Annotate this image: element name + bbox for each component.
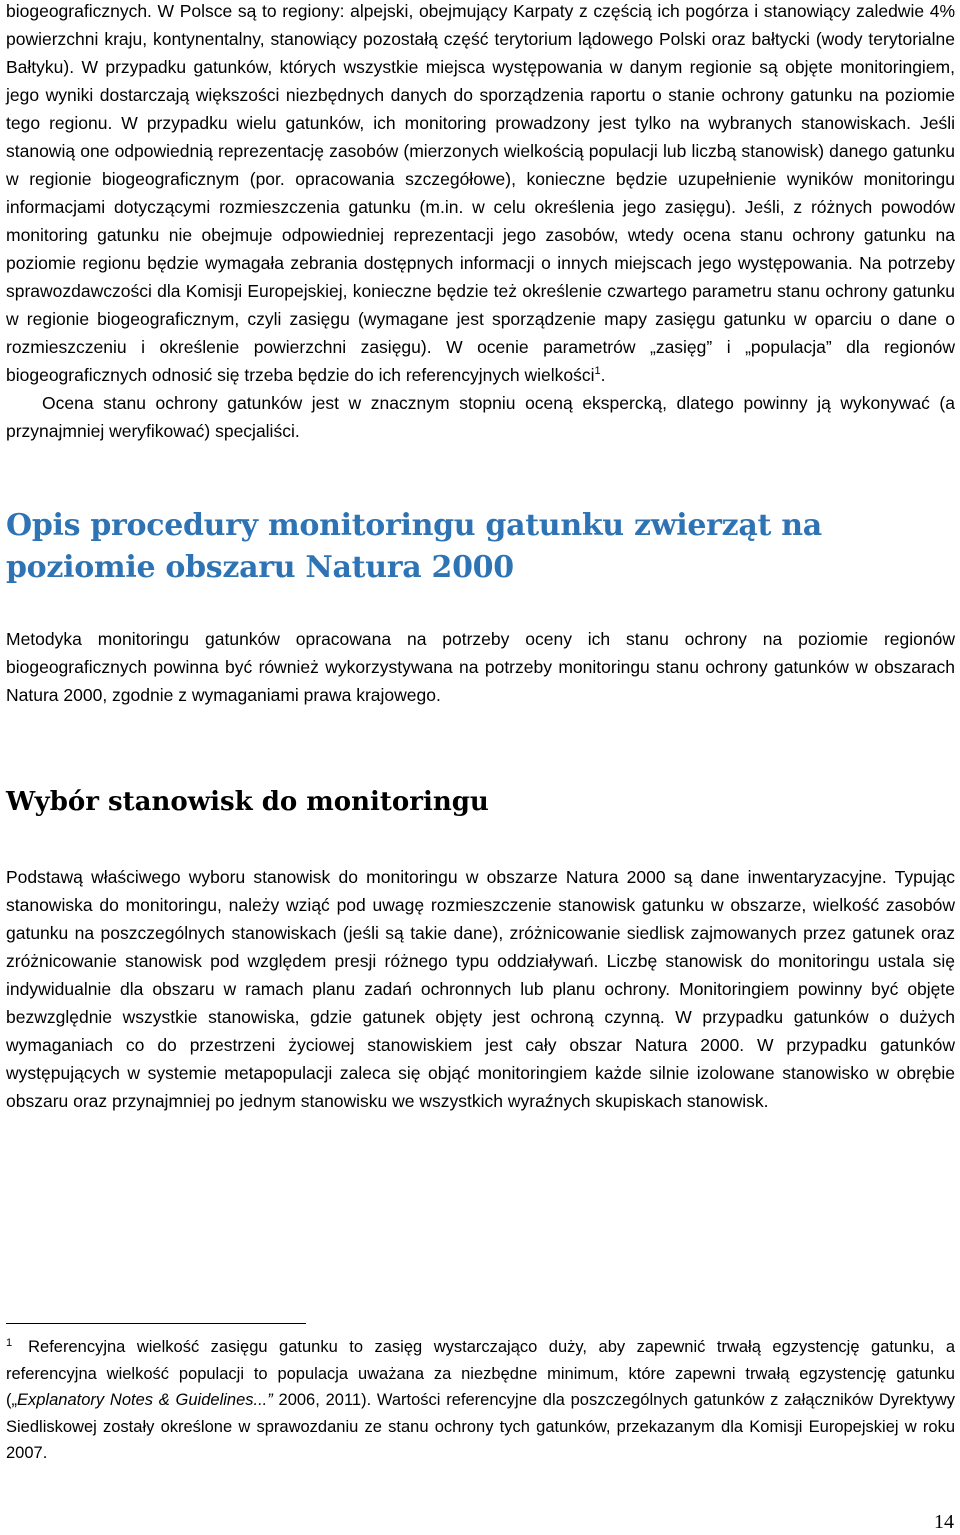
document-page <box>6 0 955 1115</box>
footnote-citation-title: Explanatory Notes & Guidelines...” <box>17 1391 273 1409</box>
footnote-reference[interactable]: 1 <box>594 365 601 378</box>
body-paragraph-expert-assessment: Ocena stanu ochrony gatunków jest w znacznym stopniu oceną ekspercką, dlatego powinny ją wykonywać (a przynajmniej weryfikować) specjaliści. <box>6 393 955 441</box>
footnote-text-end: 2006, 2011). Wartości referencyjne dla poszczególnych gatunków z załączników Dyrektywy Siedliskowej zostały określone w sprawozdaniu ze stanu ochrony tych gatunków, przekazanym dla Komisji Europejskiej w roku 2007. <box>6 1391 955 1462</box>
section-heading-procedure: Opis procedury monitoringu gatunku zwierząt na poziomie obszaru Natura 2000 <box>6 508 822 585</box>
footnote-text: Referencyjna wielkość zasięgu gatunku to zasięg wystarczająco duży, aby zapewnić trwałą egzystencję gatunku, a referencyjna wielkość populacji to populacja uważana za niezbędne minimum, które zapewni trwałą egzystencję gatunku („ <box>6 1338 955 1409</box>
footnote-marker: 1 <box>6 1336 13 1349</box>
body-paragraph-methodology: Metodyka monitoringu gatunków opracowana na potrzeby oceny ich stanu ochrony na poziomie regionów biogeograficznych powinna być również wykorzystywana na potrzeby monitoringu stanu ochrony gatunków w obszarach Natura 2000, zgodnie z wymaganiami prawa krajowego. <box>6 629 955 705</box>
footnote-separator <box>6 1323 306 1324</box>
paragraph-end: . <box>600 365 606 385</box>
section-heading-site-selection: Wybór stanowisk do monitoringu <box>6 787 489 817</box>
paragraph-text: biogeograficznych. W Polsce są to regiony: alpejski, obejmujący Karpaty z częścią ich pogórza i stanowiący zaledwie 4% powierzchni kraju, kontynentalny, stanowiący pozostałą część terytorium lądowego Polski oraz bałtycki (wody terytorialne Bałtyku). W przypadku gatunków, których wszystkie miejsca występowania w danym regionie są objęte monitoringiem, jego wyniki dostarczają większości niezbędnych danych do sporządzenia raportu o stanie ochrony gatunku na poziomie tego regionu. W przypadku wielu gatunków, ich monitoring prowadzony jest tylko na wybranych stanowiskach. Jeśli stanowią one odpowiednią reprezentację zasobów (mierzonych wielkością populacji lub liczbą stanowisk) danego gatunku w regionie biogeograficznym (por. opracowania szczegółowe), konieczne będzie uzupełnienie wyników monitoringu informacjami dotyczącymi rozmieszczenia gatunku (m.in. w celu określenia jego zasięgu). Jeśli, z różnych powodów monitoring gatunku nie obejmuje odpowiedniej reprezentacji jego zasobów, wtedy ocena stanu ochrony gatunku na poziomie regionu będzie wymagała zebrania dostępnych informacji o innych miejscach jego występowania. Na potrzeby sprawozdawczości dla Komisji Europejskiej, konieczne będzie też określenie czwartego parametru stanu ochrony gatunku w regionie biogeograficznym, czyli zasięgu (wymagane jest sporządzenie mapy zasięgu gatunku w oparciu o dane o rozmieszczeniu i określenie powierzchni zasięgu). W ocenie parametrów „zasięg” i „populacja” dla regionów biogeograficznych odnosić się trzeba będzie do ich referencyjnych wielkości <box>6 1 955 385</box>
body-paragraph-continuation <box>6 0 955 389</box>
body-paragraph-site-selection: Podstawą właściwego wyboru stanowisk do monitoringu w obszarze Natura 2000 są dane inwentaryzacyjne. Typując stanowiska do monitoringu, należy wziąć pod uwagę rozmieszczenie stanowisk gatunku w obszarze, wielkość zasobów gatunku na poszczególnych stanowiskach (jeśli są takie dane), zróżnicowanie siedlisk zajmowanych przez gatunek oraz zróżnicowanie stanowisk pod względem presji różnego typu oddziaływań. Liczbę stanowisk do monitoringu ustala się indywidualnie dla obszaru w ramach planu zadań ochronnych lub planu ochrony. Monitoringiem powinny być objęte bezwzględnie wszystkie stanowiska, gdzie gatunek objęty jest ochroną czynną. W przypadku gatunków o dużych wymaganiach co do przestrzeni życiowej stanowiskiem jest cały obszar Natura 2000. W przypadku gatunków występujących w systemie metapopulacji zaleca się objąć monitoringiem każde silnie izolowane stanowisko w obrębie obszaru oraz przynajmniej po jednym stanowisku we wszystkich wyraźnych skupiskach stanowisk. <box>6 867 955 1111</box>
page-number: 14 <box>934 1511 954 1533</box>
footnote <box>6 1334 955 1467</box>
